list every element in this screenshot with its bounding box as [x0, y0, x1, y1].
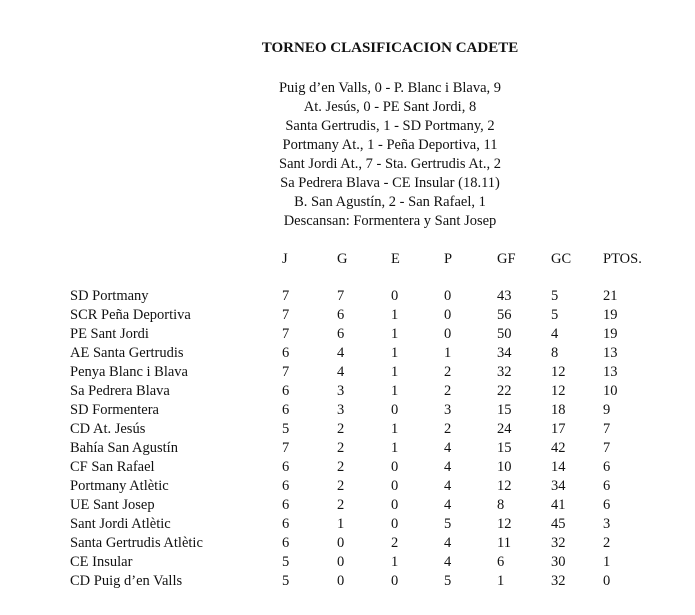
stat-cell-ptos: 7	[603, 440, 611, 456]
result-line: Descansan: Formentera y Sant Josep	[283, 213, 497, 229]
result-line: B. San Agustín, 2 - San Rafael, 1	[294, 194, 486, 210]
column-header: J	[282, 251, 288, 267]
stat-cell-p: 2	[444, 421, 452, 437]
team-name: CD At. Jesús	[70, 421, 146, 437]
stat-cell-gc: 42	[551, 440, 566, 456]
stat-cell-gc: 34	[551, 478, 566, 494]
stat-cell-g: 2	[337, 440, 345, 456]
stat-cell-g: 4	[337, 345, 345, 361]
stat-cell-ptos: 0	[603, 573, 611, 589]
stat-cell-gf: 6	[497, 554, 505, 570]
stat-cell-gc: 8	[551, 345, 559, 361]
stat-cell-gc: 5	[551, 288, 559, 304]
stat-cell-p: 4	[444, 459, 452, 475]
team-name: SD Formentera	[70, 402, 159, 418]
team-name: PE Sant Jordi	[70, 326, 149, 342]
table-row	[0, 288, 695, 307]
stat-cell-e: 0	[391, 459, 399, 475]
column-header: GC	[551, 251, 572, 267]
result-line: Portmany At., 1 - Peña Deportiva, 11	[282, 137, 498, 153]
stat-cell-p: 4	[444, 440, 452, 456]
stat-cell-ptos: 7	[603, 421, 611, 437]
stat-cell-gf: 15	[497, 440, 512, 456]
stat-cell-p: 2	[444, 364, 452, 380]
stat-cell-ptos: 3	[603, 516, 611, 532]
stat-cell-g: 6	[337, 307, 345, 323]
team-name: CF San Rafael	[70, 459, 155, 475]
stat-cell-p: 4	[444, 554, 452, 570]
team-name: Bahía San Agustín	[70, 440, 178, 456]
stat-cell-e: 1	[391, 345, 399, 361]
stat-cell-e: 1	[391, 421, 399, 437]
team-name: SCR Peña Deportiva	[70, 307, 191, 323]
stat-cell-ptos: 19	[603, 307, 618, 323]
table-row	[0, 307, 695, 326]
table-row	[0, 554, 695, 573]
stat-cell-gc: 12	[551, 383, 566, 399]
stat-cell-ptos: 2	[603, 535, 611, 551]
stat-cell-gf: 15	[497, 402, 512, 418]
table-row	[0, 535, 695, 554]
stat-cell-p: 3	[444, 402, 452, 418]
table-row	[0, 516, 695, 535]
stat-cell-g: 2	[337, 497, 345, 513]
stat-cell-j: 5	[282, 573, 290, 589]
stat-cell-g: 0	[337, 554, 345, 570]
table-row	[0, 421, 695, 440]
stat-cell-gf: 32	[497, 364, 512, 380]
stat-cell-e: 0	[391, 516, 399, 532]
stat-cell-e: 2	[391, 535, 399, 551]
stat-cell-e: 0	[391, 288, 399, 304]
stat-cell-e: 0	[391, 497, 399, 513]
stat-cell-gf: 1	[497, 573, 505, 589]
stat-cell-e: 1	[391, 326, 399, 342]
stat-cell-ptos: 6	[603, 497, 611, 513]
table-row	[0, 402, 695, 421]
result-line: Santa Gertrudis, 1 - SD Portmany, 2	[285, 118, 495, 134]
stat-cell-gc: 32	[551, 573, 566, 589]
stat-cell-j: 7	[282, 440, 290, 456]
stat-cell-g: 4	[337, 364, 345, 380]
stat-cell-p: 4	[444, 497, 452, 513]
stat-cell-p: 5	[444, 516, 452, 532]
column-header: E	[391, 251, 400, 267]
stat-cell-p: 0	[444, 288, 452, 304]
stat-cell-g: 2	[337, 459, 345, 475]
stat-cell-ptos: 19	[603, 326, 618, 342]
stat-cell-gc: 30	[551, 554, 566, 570]
stat-cell-ptos: 6	[603, 478, 611, 494]
stat-cell-gf: 43	[497, 288, 512, 304]
table-row	[0, 478, 695, 497]
stat-cell-j: 7	[282, 288, 290, 304]
stat-cell-gf: 11	[497, 535, 511, 551]
stat-cell-gc: 18	[551, 402, 566, 418]
column-header: PTOS.	[603, 251, 642, 267]
stat-cell-g: 0	[337, 535, 345, 551]
stat-cell-gc: 45	[551, 516, 566, 532]
stat-cell-gc: 32	[551, 535, 566, 551]
stat-cell-gf: 56	[497, 307, 512, 323]
stat-cell-gc: 41	[551, 497, 566, 513]
stat-cell-p: 2	[444, 383, 452, 399]
stat-cell-g: 6	[337, 326, 345, 342]
stat-cell-e: 0	[391, 402, 399, 418]
stat-cell-ptos: 21	[603, 288, 618, 304]
stat-cell-j: 6	[282, 345, 290, 361]
stat-cell-p: 4	[444, 478, 452, 494]
team-name: Sa Pedrera Blava	[70, 383, 170, 399]
stat-cell-j: 7	[282, 307, 290, 323]
result-line: Sa Pedrera Blava - CE Insular (18.11)	[280, 175, 500, 191]
table-row	[0, 440, 695, 459]
stat-cell-j: 6	[282, 497, 290, 513]
team-name: AE Santa Gertrudis	[70, 345, 184, 361]
table-row	[0, 459, 695, 478]
stat-cell-ptos: 9	[603, 402, 611, 418]
stat-cell-j: 5	[282, 421, 290, 437]
stat-cell-g: 2	[337, 421, 345, 437]
stat-cell-j: 6	[282, 535, 290, 551]
table-row	[0, 364, 695, 383]
column-header: G	[337, 251, 348, 267]
stat-cell-g: 3	[337, 402, 345, 418]
stat-cell-g: 1	[337, 516, 345, 532]
stat-cell-e: 1	[391, 383, 399, 399]
table-row	[0, 345, 695, 364]
column-header: P	[444, 251, 453, 267]
stat-cell-j: 7	[282, 326, 290, 342]
table-row	[0, 383, 695, 402]
stat-cell-gc: 5	[551, 307, 559, 323]
stat-cell-gf: 12	[497, 516, 512, 532]
stat-cell-g: 7	[337, 288, 345, 304]
stat-cell-gf: 50	[497, 326, 512, 342]
team-name: Penya Blanc i Blava	[70, 364, 188, 380]
table-row	[0, 573, 695, 592]
team-name: SD Portmany	[70, 288, 149, 304]
result-line: Puig d’en Valls, 0 - P. Blanc i Blava, 9	[278, 80, 502, 96]
stat-cell-gc: 4	[551, 326, 559, 342]
stat-cell-p: 4	[444, 535, 452, 551]
stat-cell-g: 2	[337, 478, 345, 494]
stat-cell-j: 6	[282, 459, 290, 475]
stat-cell-p: 1	[444, 345, 452, 361]
stat-cell-g: 0	[337, 573, 345, 589]
result-line: Sant Jordi At., 7 - Sta. Gertrudis At., 2	[279, 156, 501, 172]
stat-cell-gf: 12	[497, 478, 512, 494]
stat-cell-j: 6	[282, 402, 290, 418]
stat-cell-gf: 10	[497, 459, 512, 475]
stat-cell-ptos: 13	[603, 364, 618, 380]
page-title: TORNEO CLASIFICACION CADETE	[261, 40, 519, 56]
stat-cell-gf: 34	[497, 345, 512, 361]
stat-cell-gf: 22	[497, 383, 512, 399]
stat-cell-j: 5	[282, 554, 290, 570]
table-row	[0, 326, 695, 345]
team-name: Portmany Atlètic	[70, 478, 169, 494]
stat-cell-e: 1	[391, 364, 399, 380]
stat-cell-p: 5	[444, 573, 452, 589]
column-header: GF	[497, 251, 516, 267]
team-name: Sant Jordi Atlètic	[70, 516, 171, 532]
stat-cell-gf: 8	[497, 497, 505, 513]
stat-cell-e: 0	[391, 478, 399, 494]
stat-cell-e: 1	[391, 440, 399, 456]
stat-cell-j: 6	[282, 478, 290, 494]
stat-cell-g: 3	[337, 383, 345, 399]
stat-cell-e: 1	[391, 307, 399, 323]
stat-cell-ptos: 1	[603, 554, 611, 570]
stat-cell-ptos: 6	[603, 459, 611, 475]
stat-cell-gf: 24	[497, 421, 512, 437]
stat-cell-ptos: 13	[603, 345, 618, 361]
stat-cell-p: 0	[444, 326, 452, 342]
team-name: Santa Gertrudis Atlètic	[70, 535, 203, 551]
stat-cell-j: 6	[282, 383, 290, 399]
team-name: CE Insular	[70, 554, 133, 570]
stat-cell-gc: 14	[551, 459, 566, 475]
result-line: At. Jesús, 0 - PE Sant Jordi, 8	[303, 99, 477, 115]
stat-cell-p: 0	[444, 307, 452, 323]
stat-cell-e: 0	[391, 573, 399, 589]
stat-cell-ptos: 10	[603, 383, 618, 399]
table-row	[0, 497, 695, 516]
stat-cell-e: 1	[391, 554, 399, 570]
stat-cell-j: 6	[282, 516, 290, 532]
team-name: UE Sant Josep	[70, 497, 155, 513]
stat-cell-gc: 17	[551, 421, 566, 437]
team-name: CD Puig d’en Valls	[70, 573, 183, 589]
stat-cell-j: 7	[282, 364, 290, 380]
stat-cell-gc: 12	[551, 364, 566, 380]
